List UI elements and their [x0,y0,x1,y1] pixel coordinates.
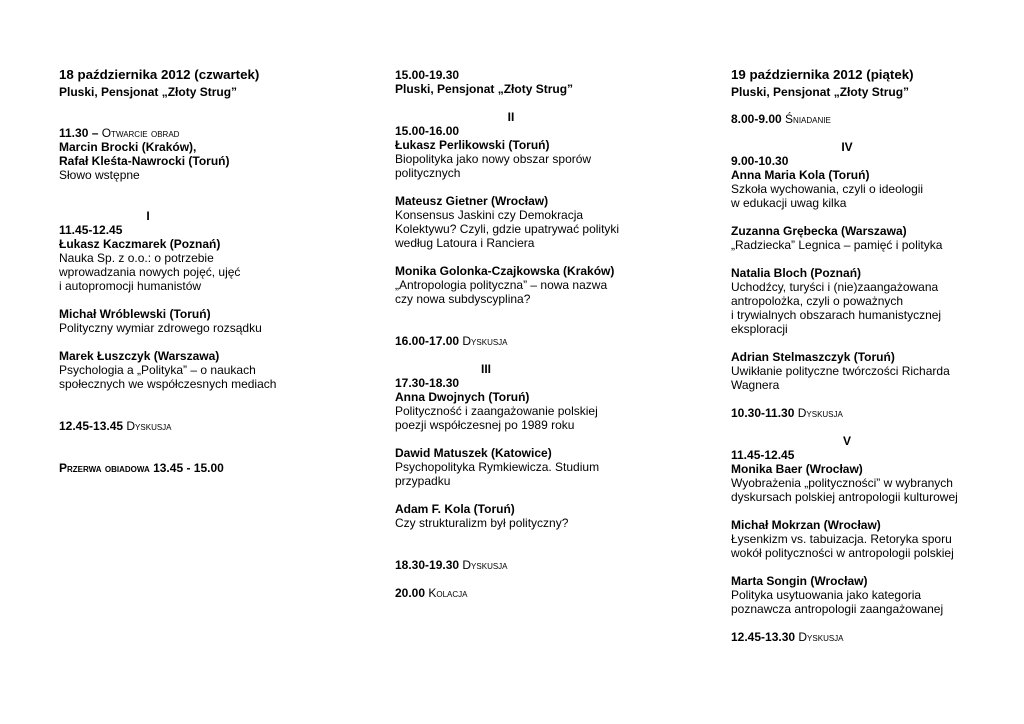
talk-title-line: poznawcza antropologii zaangażowanej [731,602,944,616]
talk-speaker: Michał Wróblewski (Toruń) [59,307,211,321]
talk-speaker: Łukasz Perlikowski (Toruń) [395,138,550,152]
talk-title-line: Wagnera [731,378,780,392]
session3-discussion [395,558,508,572]
talk-speaker: Adrian Stelmaszczyk (Toruń) [731,350,895,364]
opening-speaker-2: Rafał Kleśta-Nawrocki (Toruń) [59,154,230,168]
talk-title-line: i trywialnych obszarach humanistycznej [731,308,942,322]
afternoon-place: Pluski, Pensjonat „Złoty Strug” [395,82,574,96]
talk-title-line: Polityka usytuowania jako kategoria [731,588,922,602]
talk-title-line: „Antropologia polityczna” – nowa nazwa [395,278,608,292]
dinner-time: 20.00 [395,586,429,600]
talk-speaker: Natalia Bloch (Poznań) [731,266,862,280]
talk-title-line: Czy strukturalizm był polityczny? [395,516,569,530]
talk-speaker: Łukasz Kaczmarek (Poznań) [59,237,221,251]
talk-title-line: i autopromocji humanistów [59,279,202,293]
talk-title-line: Szkoła wychowania, czyli o ideologii [731,182,924,196]
talk-title-line: Łysenkizm vs. tabuizacja. Retoryka sporu [731,532,952,546]
session2-time: 15.00-16.00 [395,124,460,138]
session2-discussion [395,334,508,348]
discussion-time: 16.00-17.00 [395,334,463,348]
session1-time: 11.45-12.45 [59,223,123,237]
talk-title-line: Polityczność i zaangażowanie polskiej [395,404,598,418]
day2-date: 19 października 2012 (piątek) [731,67,914,82]
breakfast [731,112,831,126]
session-roman-4: IV [841,140,853,154]
session5-discussion [731,630,844,644]
talk-speaker: Michał Mokrzan (Wrocław) [731,518,881,532]
day1-place: Pluski, Pensjonat „Złoty Strug” [59,85,238,99]
talk-title-line: Konsensus Jaskini czy Demokracja [395,208,584,222]
opening-speaker-1: Marcin Brocki (Kraków), [59,140,197,154]
day2-place: Pluski, Pensjonat „Złoty Strug” [731,85,910,99]
talk-speaker: Marek Łuszczyk (Warszawa) [59,349,220,363]
discussion-time: 10.30-11.30 [731,406,798,420]
talk-title-line: antropolożka, czyli o poważnych [731,294,904,308]
opening-line [59,126,179,140]
talk-title-line: Psychopolityka Rymkiewicza. Studium [395,460,600,474]
discussion-time: 12.45-13.30 [731,630,799,644]
session-roman-2: II [507,110,515,124]
opening-time: 11.30 – [59,126,102,140]
talk-title-line: Uchodźcy, turyści i (nie)zaangażowana [731,280,939,294]
talk-title-line: w edukacji uwag kilka [731,196,847,210]
session4-discussion [731,406,843,420]
talk-title-line: wprowadzania nowych pojęć, ujęć [59,265,241,279]
talk-speaker: Anna Dwojnych (Toruń) [395,390,530,404]
talk-speaker: Mateusz Gietner (Wrocław) [395,194,549,208]
talk-speaker: Monika Baer (Wrocław) [731,462,863,476]
talk-title-line: poezji współczesnej po 1989 roku [395,418,575,432]
discussion-label: Dyskusja [462,334,508,348]
session-roman-1: I [146,209,150,223]
talk-speaker: Marta Songin (Wrocław) [731,574,868,588]
session1-discussion [59,419,172,433]
lunch-label: Przerwa obiadowa [59,461,150,475]
talk-speaker: Zuzanna Grębecka (Warszawa) [731,224,907,238]
talk-title-line: Biopolityka jako nowy obszar sporów [395,152,592,166]
opening-title: Słowo wstępne [59,168,140,182]
session4-time: 9.00-10.30 [731,154,789,168]
talk-title-line: Polityczny wymiar zdrowego rozsądku [59,321,262,335]
discussion-time: 12.45-13.45 [59,419,127,433]
discussion-label: Dyskusja [798,630,844,644]
talk-title-line: Uwikłanie polityczne twórczości Richarda [731,364,950,378]
session-roman-5: V [842,434,851,448]
talk-title-line: wokół polityczności w antropologii polskiej [731,546,954,560]
talk-speaker: Dawid Matuszek (Katowice) [395,446,552,460]
lunch-break [59,461,224,475]
talk-title-line: Psychologia a „Polityka” – o naukach [59,363,256,377]
talk-title-line: przypadku [395,474,451,488]
opening-label: Otwarcie obrad [101,126,180,140]
lunch-time: 13.45 - 15.00 [149,461,224,475]
discussion-label: Dyskusja [462,558,508,572]
afternoon-time: 15.00-19.30 [395,68,460,82]
talk-title-line: „Radziecka” Legnica – pamięć i polityka [731,238,943,252]
discussion-label: Dyskusja [797,406,843,420]
talk-title-line: Nauka Sp. z o.o.: o potrzebie [59,251,214,265]
dinner [395,586,468,600]
talk-title-line: dyskursach polskiej antropologii kulturowej [731,490,958,504]
session3-time: 17.30-18.30 [395,376,460,390]
talk-title-line: Kolektywu? Czyli, gdzie upatrywać polityki [395,222,620,236]
dinner-label: Kolacja [428,586,468,600]
session-roman-3: III [480,362,491,376]
session5-time: 11.45-12.45 [731,448,795,462]
talk-speaker: Anna Maria Kola (Toruń) [731,168,870,182]
discussion-label: Dyskusja [126,419,172,433]
breakfast-time: 8.00-9.00 [731,112,786,126]
talk-title-line: według Latoura i Ranciera [395,236,535,250]
day1-date: 18 października 2012 (czwartek) [59,67,260,82]
talk-speaker: Monika Golonka-Czajkowska (Kraków) [395,264,615,278]
talk-title-line: Wyobrażenia „polityczności” w wybranych [731,476,953,490]
talk-title-line: politycznych [395,166,461,180]
talk-speaker: Adam F. Kola (Toruń) [395,502,515,516]
breakfast-label: Śniadanie [785,112,831,126]
talk-title-line: społecznych we współczesnych mediach [59,377,277,391]
discussion-time: 18.30-19.30 [395,558,463,572]
talk-title-line: eksploracji [731,322,788,336]
talk-title-line: czy nowa subdyscyplina? [395,292,531,306]
